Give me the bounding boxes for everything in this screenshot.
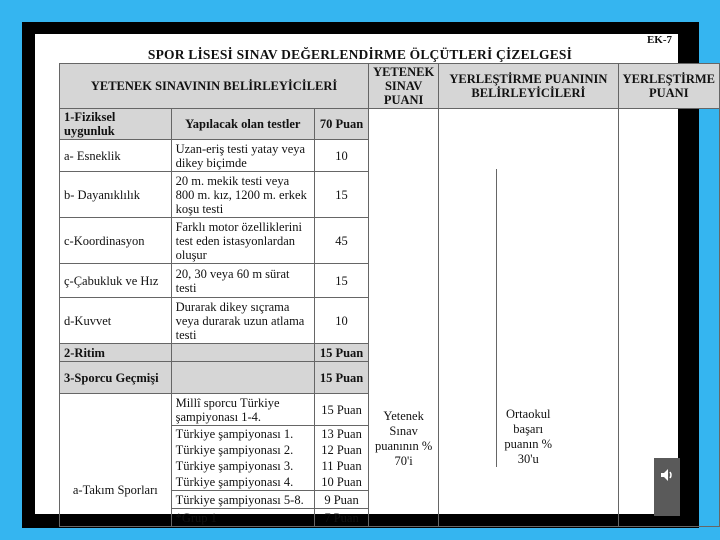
row-label: a- Esneklik (60, 140, 172, 172)
row-label: b- Dayanıklılık (60, 172, 172, 218)
row-test: Durarak dikey sıçrama veya durarak uzun atlama testi (171, 298, 314, 344)
team-sports-text: a-Takım Sporları (72, 483, 158, 497)
section1-points: 70 Puan (315, 109, 369, 140)
team-sports-label (60, 394, 172, 527)
row-label: ç-Çabukluk ve Hız (60, 264, 172, 298)
section3-points: 15 Puan (315, 362, 369, 394)
speaker-icon (659, 467, 675, 483)
row-points: 10 (315, 298, 369, 344)
header-placement-score: YERLEŞTİRME PUANI (618, 64, 719, 109)
row-points: 15 (315, 264, 369, 298)
row-test: Uzan-eriş testi yatay veya dikey biçimde (171, 140, 314, 172)
row-points: 13 Puan (315, 426, 369, 443)
ability-share-text: Yetenek Sınav puanının % 70'i (374, 408, 433, 468)
row-test: Türkiye şampiyonası 3. (171, 458, 314, 474)
header-ability-score: YETENEK SINAV PUANI (369, 64, 439, 109)
row-points: 15 Puan (315, 394, 369, 426)
row-test: Türkiye şampiyonası 5-8. (171, 491, 314, 509)
row-points: 10 (315, 140, 369, 172)
section1-title: 1-Fiziksel uygunluk (60, 109, 172, 140)
row-label: d-Kuvvet (60, 298, 172, 344)
placement-determinants-cell (439, 109, 618, 527)
school-share-text: Ortaokul başarı puanın % 30'u (504, 406, 552, 466)
ability-score-cell (369, 109, 439, 527)
row-test: Türkiye şampiyonası 1. (171, 426, 314, 443)
annex-label: EK-7 (646, 34, 672, 46)
row-test: 20, 30 veya 60 m sürat testi (171, 264, 314, 298)
header-determinants: YETENEK SINAVININ BELİRLEYİCİLERİ (60, 64, 369, 109)
section3-title: 3-Sporcu Geçmişi (60, 362, 172, 394)
row-points: 12 Puan (315, 442, 369, 458)
row-points: 15 (315, 172, 369, 218)
header-placement-determinants: YERLEŞTİRME PUANININ BELİRLEYİCİLERİ (439, 64, 618, 109)
section1-tests-header: Yapılacak olan testler (171, 109, 314, 140)
evaluation-table (59, 63, 720, 527)
row-test: Farklı motor özelliklerini test eden istasyonlardan oluşur (171, 218, 314, 264)
row-points: 9 Puan (315, 491, 369, 509)
row-points: 45 (315, 218, 369, 264)
document-title: SPOR LİSESİ SINAV DEĞERLENDİRME ÖLÇÜTLERİ ÇİZELGESİ (147, 47, 573, 62)
row-points: 11 Puan (315, 458, 369, 474)
section2-points: 15 Puan (315, 344, 369, 362)
row-test: *Grup 1 (171, 509, 314, 527)
audio-button[interactable] (654, 458, 680, 516)
row-points: 7 Puan (315, 509, 369, 527)
section3-blank (171, 362, 314, 394)
row-test: Türkiye şampiyonası 2. (171, 442, 314, 458)
section2-blank (171, 344, 314, 362)
row-test: Millî sporcu Türkiye şampiyonası 1-4. (171, 394, 314, 426)
row-test: Türkiye şampiyonası 4. (171, 474, 314, 491)
row-label: c-Koordinasyon (60, 218, 172, 264)
row-test: 20 m. mekik testi veya 800 m. kız, 1200 m. erkek koşu testi (171, 172, 314, 218)
section2-title: 2-Ritim (60, 344, 172, 362)
row-points: 10 Puan (315, 474, 369, 491)
